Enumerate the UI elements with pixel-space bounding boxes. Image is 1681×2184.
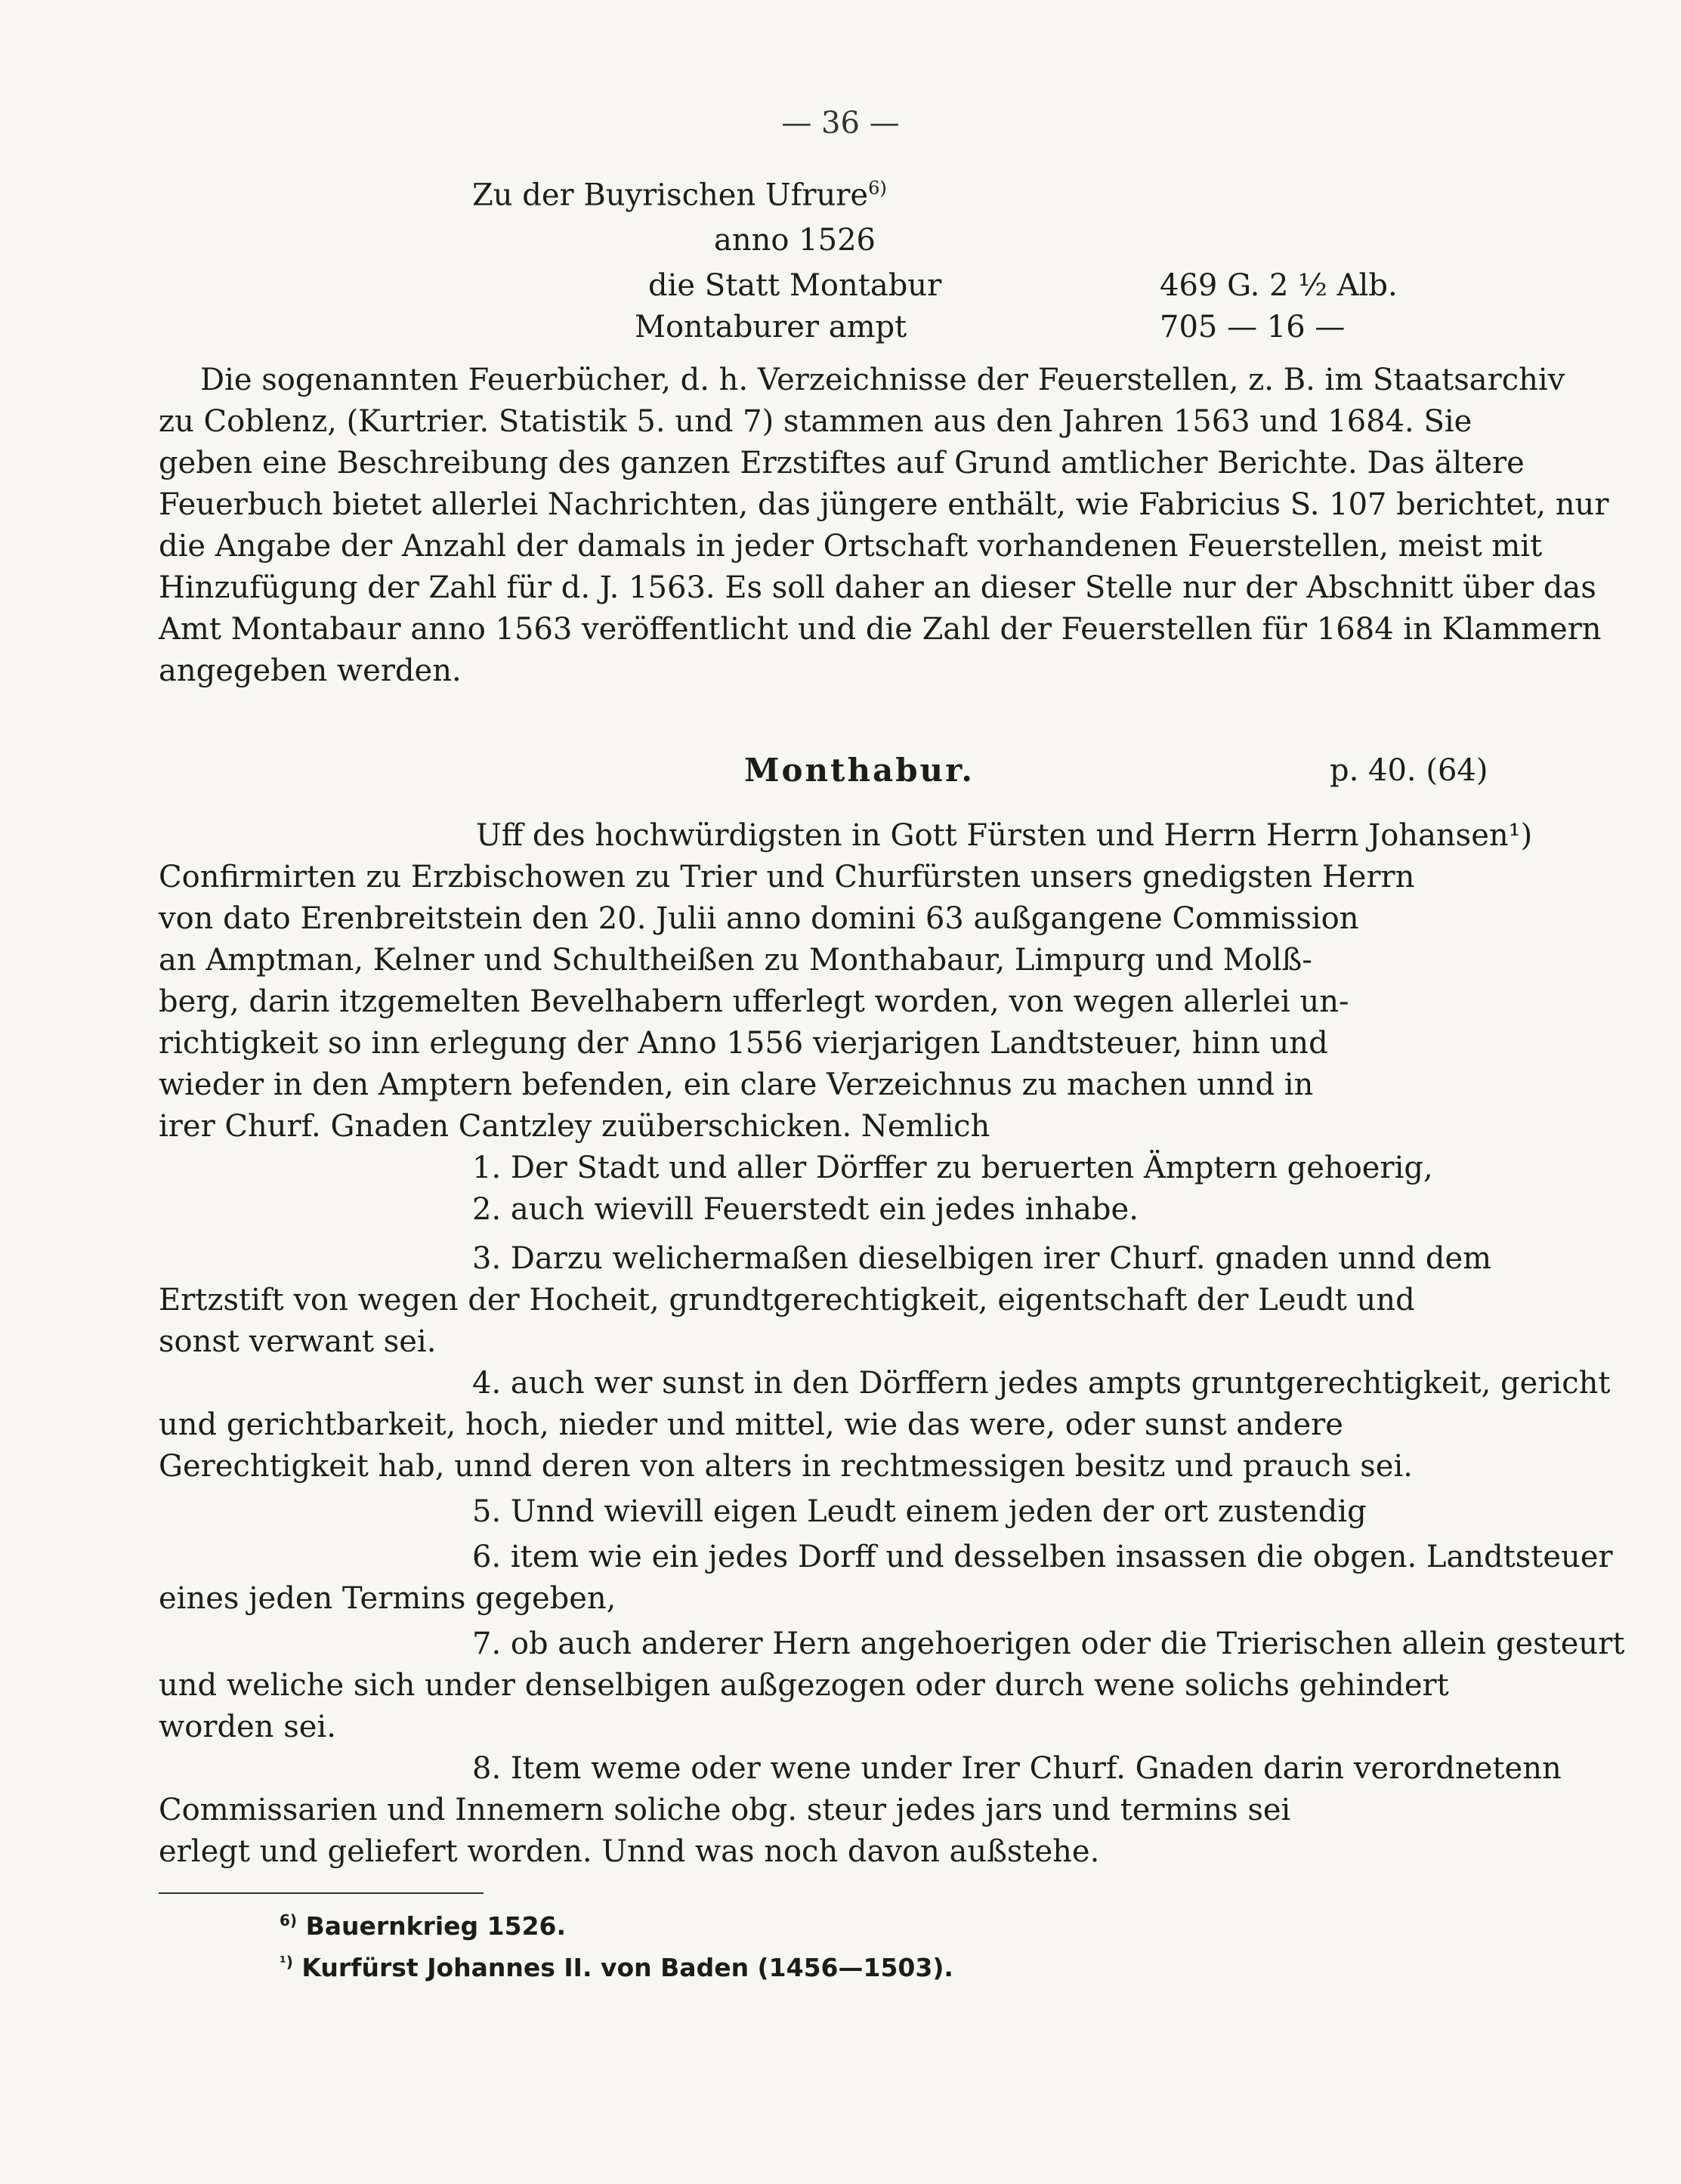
body-line: richtigkeit so inn erlegung der Anno 1556 vierjarigen Landtsteuer, hinn und xyxy=(159,1026,1328,1061)
table-row-label: Montaburer ampt xyxy=(635,310,907,344)
body-line: sonst verwant sei. xyxy=(159,1324,437,1359)
footnote-rule xyxy=(159,1892,484,1894)
body-line: von dato Erenbreitstein den 20. Julii anno domini 63 außgangene Commission xyxy=(159,901,1359,936)
body-line: und gerichtbarkeit, hoch, nieder und mittel, wie das were, oder sunst andere xyxy=(159,1407,1343,1442)
body-line: Ertzstift von wegen der Hocheit, grundtgerechtigkeit, eigentschaft der Leudt und xyxy=(159,1283,1415,1318)
intro-line: zu Coblenz, (Kurtrier. Statistik 5. und 7) stammen aus den Jahren 1563 und 1684. Sie xyxy=(159,404,1472,439)
body-line: Uff des hochwürdigsten in Gott Fürsten und Herrn Herrn Johansen¹) xyxy=(476,818,1533,853)
body-line: eines jeden Termins gegeben, xyxy=(159,1581,616,1616)
table-year: anno 1526 xyxy=(714,223,876,258)
intro-line: Hinzufügung der Zahl für d. J. 1563. Es soll daher an dieser Stelle nur der Abschnitt über das xyxy=(159,570,1596,605)
body-line: worden sei. xyxy=(159,1710,336,1744)
body-line: an Amptman, Kelner und Schultheißen zu Monthabaur, Limpurg und Molß- xyxy=(159,943,1312,978)
body-line: Confirmirten zu Erzbischowen zu Trier und Churfürsten unsers gnedigsten Herrn xyxy=(159,860,1415,894)
intro-line: Die sogenannten Feuerbücher, d. h. Verzeichnisse der Feuerstellen, z. B. im Staatsarchiv xyxy=(200,363,1565,397)
body-line: Commissarien und Innemern soliche obg. steur jedes jars und termins sei xyxy=(159,1793,1291,1827)
list-item: 3. Darzu welichermaßen dieselbigen irer Churf. gnaden unnd dem xyxy=(472,1241,1492,1276)
section-heading: Monthabur. xyxy=(744,752,975,789)
body-line: berg, darin itzgemelten Bevelhabern ufferlegt worden, von wegen allerlei un- xyxy=(159,984,1349,1019)
list-item: 2. auch wievill Feuerstedt ein jedes inhabe. xyxy=(472,1192,1139,1227)
list-item: 8. Item weme oder wene under Irer Churf. Gnaden darin verordnetenn xyxy=(472,1751,1562,1786)
intro-line: die Angabe der Anzahl der damals in jeder Ortschaft vorhandenen Feuerstellen, meist mit xyxy=(159,529,1543,564)
body-line: Gerechtigkeit hab, unnd deren von alters in rechtmessigen besitz und prauch sei. xyxy=(159,1449,1413,1484)
page-number: — 36 — xyxy=(781,106,900,141)
footnote: $^{^1)}$ Kurfürst Johannes II. von Baden (1456—1503). xyxy=(280,1953,953,1982)
intro-line: Amt Montabaur anno 1563 veröffentlicht und die Zahl der Feuerstellen für 1684 in Klammern xyxy=(159,612,1602,647)
body-line: irer Churf. Gnaden Cantzley zuüberschicken. Nemlich xyxy=(159,1109,990,1144)
section-page-ref: p. 40. (64) xyxy=(1330,753,1488,788)
table-row-label: die Statt Montabur xyxy=(648,268,942,303)
list-item: 7. ob auch anderer Hern angehoerigen oder die Trierischen allein gesteurt xyxy=(472,1626,1625,1661)
table-row-value: 705 — 16 — xyxy=(1160,310,1346,344)
list-item: 6. item wie ein jedes Dorff und desselben insassen die obgen. Landtsteuer xyxy=(472,1540,1613,1574)
footnote: $^{6)}$ Bauernkrieg 1526. xyxy=(280,1911,567,1941)
list-item: 4. auch wer sunst in den Dörffern jedes ampts gruntgerechtigkeit, gericht xyxy=(472,1366,1611,1401)
table-intro: Zu der Buyrischen Ufrure$^{6)}$ xyxy=(472,178,887,213)
body-line: und weliche sich under denselbigen außgezogen oder durch wene solichs gehindert xyxy=(159,1668,1449,1703)
intro-line: angegeben werden. xyxy=(159,653,462,688)
intro-line: Feuerbuch bietet allerlei Nachrichten, das jüngere enthält, wie Fabricius S. 107 berichtet, nur xyxy=(159,487,1609,522)
footnote-ref-6: 6) xyxy=(868,178,887,199)
table-row-value: 469 G. 2 ½ Alb. xyxy=(1160,268,1398,303)
intro-line: geben eine Beschreibung des ganzen Erzstiftes auf Grund amtlicher Berichte. Das ältere xyxy=(159,446,1525,480)
list-item: 5. Unnd wievill eigen Leudt einem jeden der ort zustendig xyxy=(472,1494,1367,1529)
body-line: erlegt und geliefert worden. Unnd was noch davon außstehe. xyxy=(159,1834,1100,1869)
body-line: wieder in den Amptern befenden, ein clare Verzeichnus zu machen unnd in xyxy=(159,1067,1314,1102)
list-item: 1. Der Stadt und aller Dörffer zu beruerten Ämptern gehoerig, xyxy=(472,1151,1433,1185)
